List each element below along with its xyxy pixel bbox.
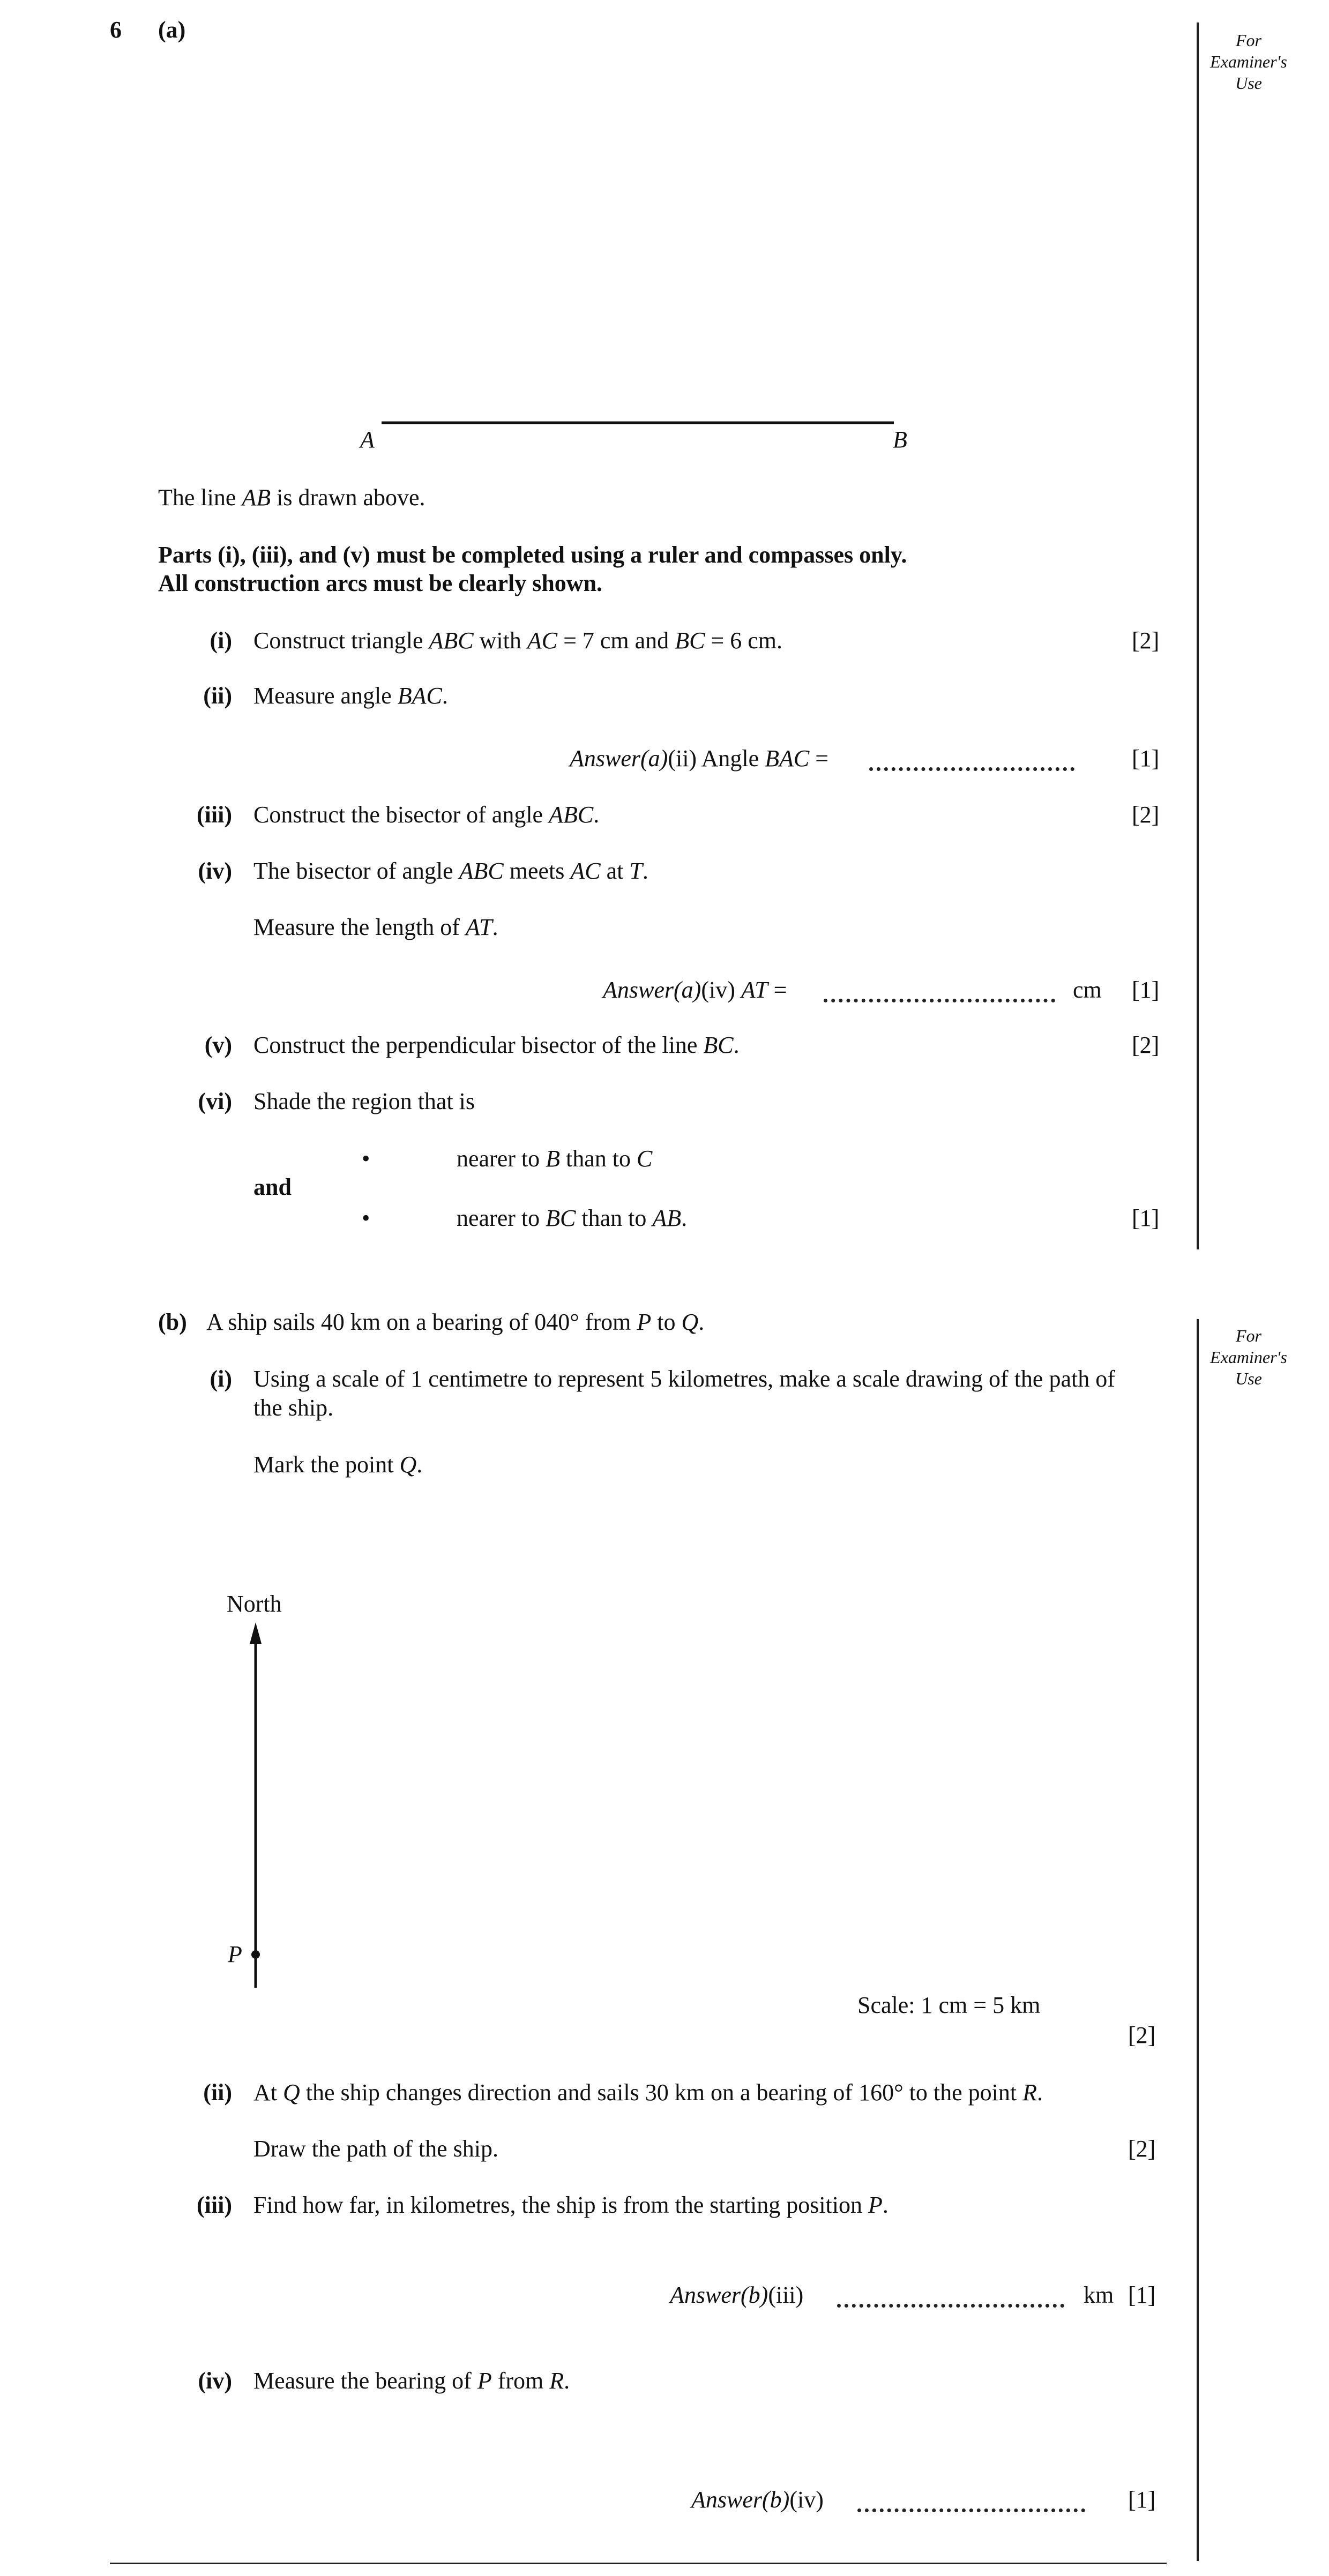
instruction-line-2: All construction arcs must be clearly shown. [158, 570, 603, 596]
examiner-use-label-top: For Examiner's Use [1210, 31, 1287, 93]
point-p-dot [251, 1950, 260, 1959]
part-b-iii-number: (iii) [197, 2192, 232, 2218]
part-a-vi-number: (vi) [198, 1088, 232, 1114]
part-a-vi-marks: [1] [1132, 1205, 1160, 1231]
part-b-iv-text: Measure the bearing of P from R. [253, 2368, 570, 2394]
part-a-v-number: (v) [204, 1032, 232, 1058]
part-a-ii-marks: [1] [1132, 745, 1160, 772]
part-a-ii-answer-label: Answer(a)(ii) Angle BAC = [570, 745, 829, 772]
scale-label: Scale: 1 cm = 5 km [857, 1992, 1041, 2018]
point-p-label: P [228, 1941, 242, 1967]
part-b-iii-marks: [1] [1128, 2282, 1156, 2308]
part-a-i-marks: [2] [1132, 627, 1160, 654]
part-a-vi-and: and [253, 1174, 292, 1200]
part-a-iii-text: Construct the bisector of angle ABC. [253, 802, 600, 828]
part-a-i-number: (i) [210, 627, 232, 654]
part-b-intro: A ship sails 40 km on a bearing of 040° from P to Q. [206, 1309, 705, 1335]
part-a-vi-text: Shade the region that is [253, 1088, 475, 1114]
part-a-iv-marks: [1] [1132, 977, 1160, 1003]
part-b-i-number: (i) [210, 1366, 232, 1392]
part-b-iv-answer-label: Answer(b)(iv) [691, 2487, 824, 2513]
north-label: North [227, 1591, 282, 1617]
part-b-i-line-1: Using a scale of 1 centimetre to represent 5 kilometres, make a scale drawing of the path of [253, 1366, 1115, 1392]
part-a-iv-measure: Measure the length of AT. [253, 914, 498, 940]
part-b-iii-unit: km [1084, 2282, 1114, 2308]
part-a-ii-number: (ii) [203, 683, 232, 709]
part-b-ii-draw: Draw the path of the ship. [253, 2136, 498, 2162]
part-a-ii-text: Measure angle BAC. [253, 683, 448, 709]
instruction-line-1: Parts (i), (iii), and (v) must be completed using a ruler and compasses only. [158, 542, 907, 568]
part-b-ii-number: (ii) [203, 2079, 232, 2106]
north-arrow-head [250, 1622, 262, 1644]
part-a-iii-number: (iii) [197, 802, 232, 828]
part-a-label: (a) [158, 17, 186, 43]
part-a-intro: The line AB is drawn above. [158, 484, 425, 511]
point-b-label: B [893, 426, 907, 453]
part-b-iii-answer-line[interactable] [837, 2304, 1064, 2308]
part-b-i-mark-q: Mark the point Q. [253, 1451, 423, 1478]
part-a-ii-answer-line[interactable] [869, 767, 1074, 771]
part-a-vi-bullet-2: nearer to BC than to AB. [457, 1205, 688, 1231]
part-b-iii-text: Find how far, in kilometres, the ship is from the starting position P. [253, 2192, 889, 2218]
part-b-ii-text: At Q the ship changes direction and sails 30 km on a bearing of 160° to the point R. [253, 2079, 1043, 2106]
part-a-iv-answer-label: Answer(a)(iv) AT = [603, 977, 787, 1003]
part-b-iv-answer-line[interactable] [857, 2508, 1085, 2512]
bullet-icon: • [362, 1205, 370, 1231]
point-a-label: A [360, 426, 375, 453]
question-number: 6 [110, 17, 122, 43]
part-b-i-marks: [2] [1128, 2022, 1156, 2048]
part-a-iv-answer-line[interactable] [824, 999, 1055, 1002]
part-b-iv-marks: [1] [1128, 2487, 1156, 2513]
part-a-iv-text: The bisector of angle ABC meets AC at T. [253, 858, 648, 884]
part-b-label: (b) [158, 1309, 187, 1335]
part-a-iv-unit: cm [1073, 977, 1102, 1003]
part-a-v-marks: [2] [1132, 1032, 1160, 1058]
part-a-i-text: Construct triangle ABC with AC = 7 cm and BC = 6 cm. [253, 627, 782, 654]
part-b-iv-number: (iv) [198, 2368, 232, 2394]
part-b-iii-answer-label: Answer(b)(iii) [670, 2282, 804, 2308]
part-a-vi-bullet-1: nearer to B than to C [457, 1145, 653, 1172]
examiner-use-label-bottom: For Examiner's Use [1210, 1326, 1287, 1388]
bullet-icon: • [362, 1145, 370, 1172]
part-b-ii-marks: [2] [1128, 2136, 1156, 2162]
part-b-i-line-2: the ship. [253, 1395, 334, 1421]
part-a-iii-marks: [2] [1132, 802, 1160, 828]
part-a-v-text: Construct the perpendicular bisector of the line BC. [253, 1032, 740, 1058]
part-a-iv-number: (iv) [198, 858, 232, 884]
